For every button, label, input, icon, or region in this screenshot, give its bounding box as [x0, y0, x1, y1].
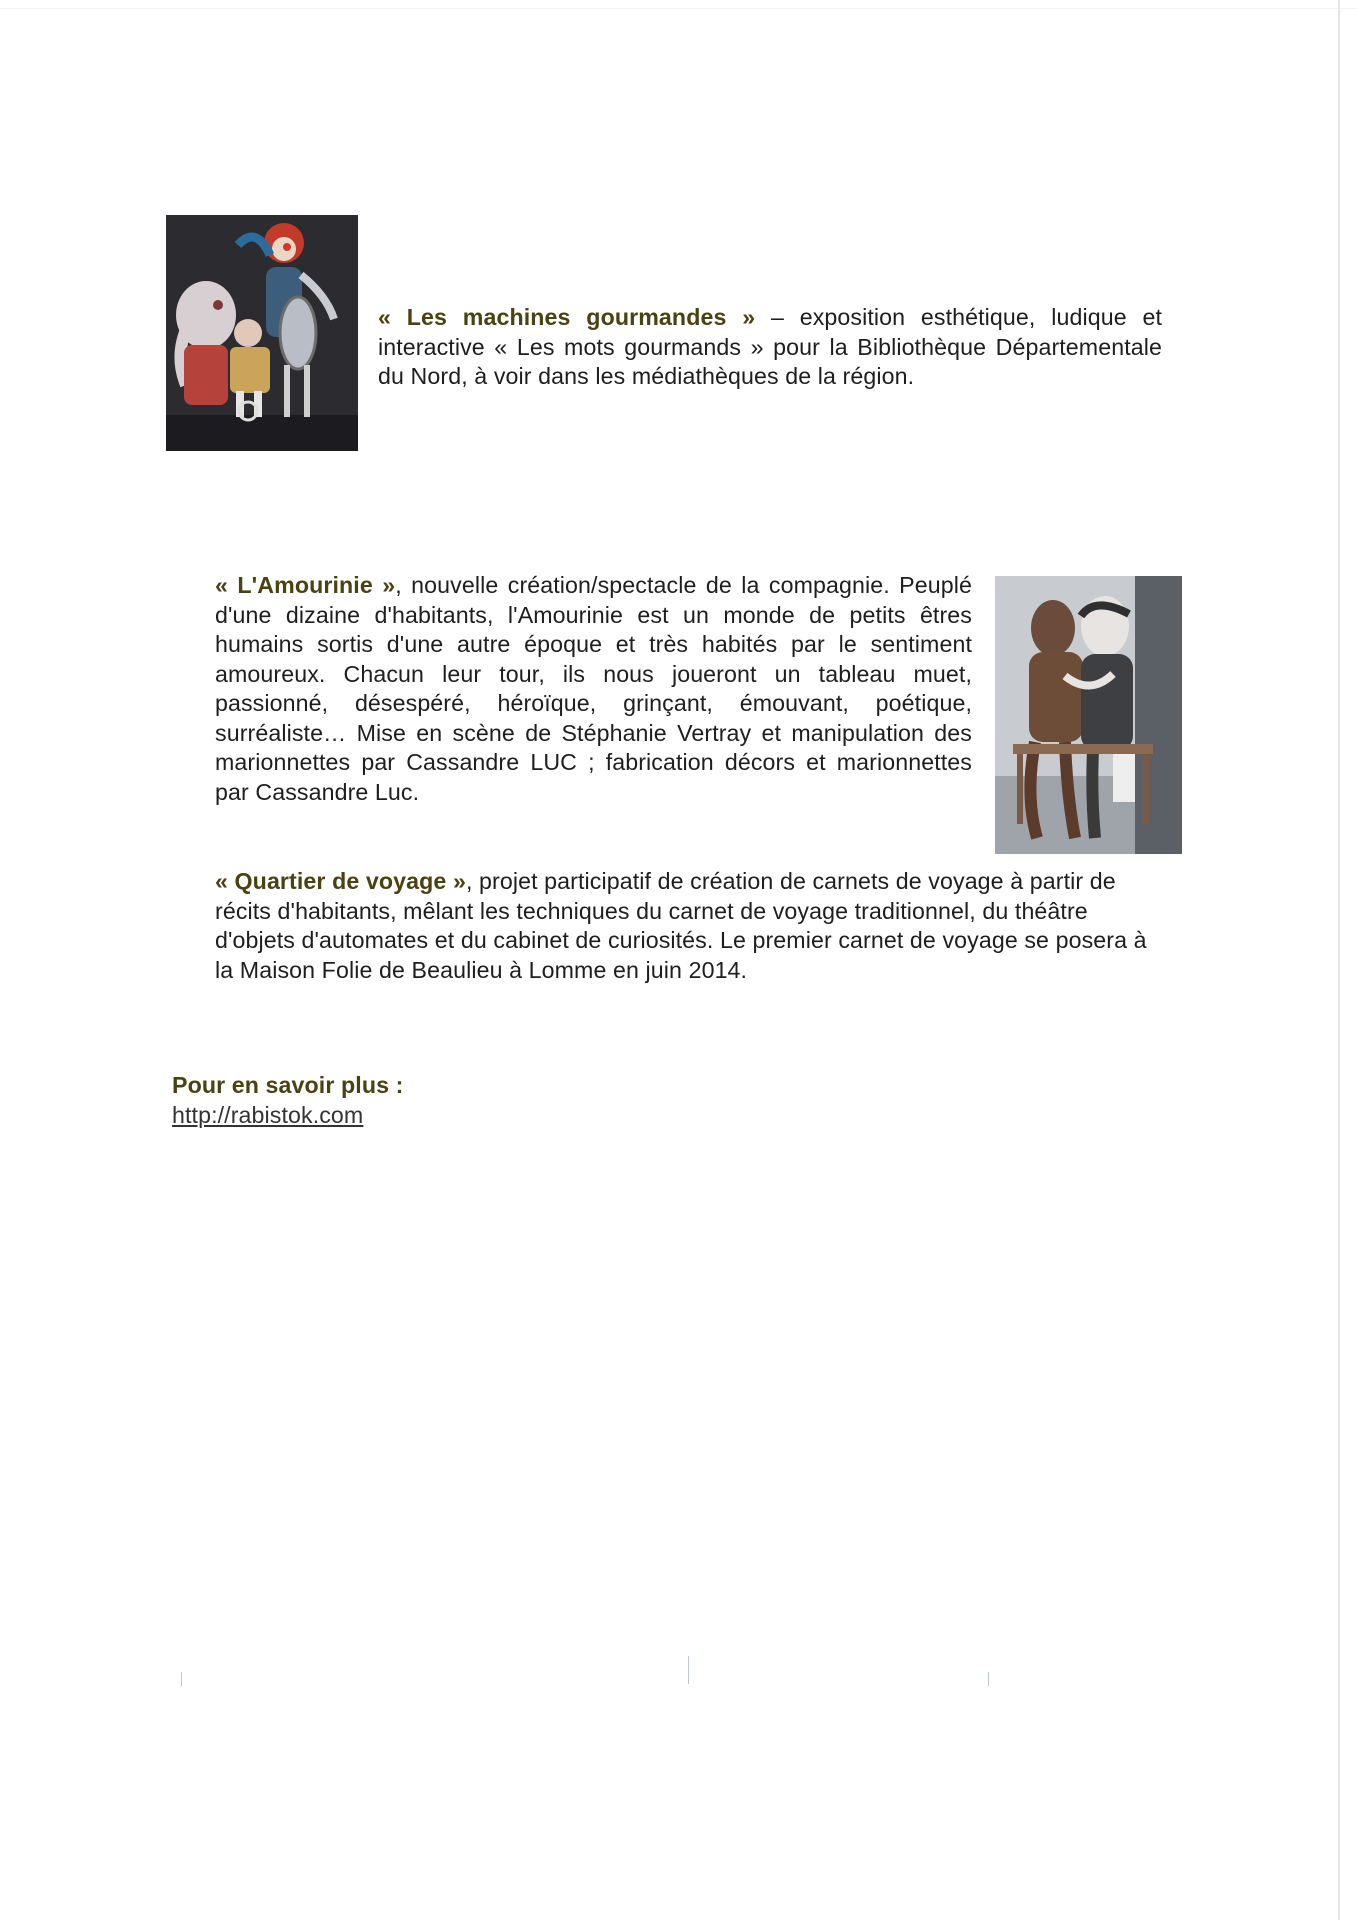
item-machines-gourmandes: [378, 303, 1162, 392]
scan-edge-top: [0, 8, 1357, 9]
item-amourinie: [215, 571, 972, 807]
puppets-illustration: [166, 215, 358, 451]
scan-artifact: [181, 1672, 182, 1686]
item-body: – exposition esthétique, ludique et interactive « Les mots gourmands » pour la Bibliothèque Départementale du Nord, à voir dans les médiathèques de la région.: [378, 304, 1162, 389]
item-body: , projet participatif de création de carnets de voyage à partir de récits d'habitants, mêlant les techniques du carnet de voyage traditionnel, du théâtre d'objets d'automates et du cabinet de curiosités. Le premier carnet de voyage se posera à la Maison Folie de Beaulieu à Lomme en juin 2014.: [215, 868, 1147, 983]
couple-illustration: [995, 576, 1182, 854]
couple-puppets-photo: [995, 576, 1182, 854]
item-quartier-de-voyage: [215, 867, 1150, 985]
scan-artifact: [688, 1656, 689, 1684]
item-title: « L'Amourinie »: [215, 572, 396, 598]
item-title: « Quartier de voyage »: [215, 868, 466, 894]
website-link[interactable]: http://rabistok.com: [172, 1101, 364, 1128]
item-body: , nouvelle création/spectacle de la compagnie. Peuplé d'une dizaine d'habitants, l'Amourinie est un monde de petits êtres humains sortis d'une autre époque et très habités par le sentiment amoureux. Chacun leur tour, ils nous joueront un tableau muet, passionné, désespéré, héroïque, grinçant, émouvant, poétique, surréaliste… Mise en scène de Stéphanie Vertray et manipulation des marionnettes par Cassandre LUC ; fabrication décors et marionnettes par Cassandre Luc.: [215, 572, 972, 805]
more-info: [172, 1071, 403, 1130]
puppets-photo: [166, 215, 358, 451]
item-title: « Les machines gourmandes »: [378, 304, 756, 330]
scan-edge-right: [1338, 0, 1340, 1920]
more-info-label: Pour en savoir plus :: [172, 1072, 404, 1098]
scan-artifact: [988, 1672, 989, 1686]
